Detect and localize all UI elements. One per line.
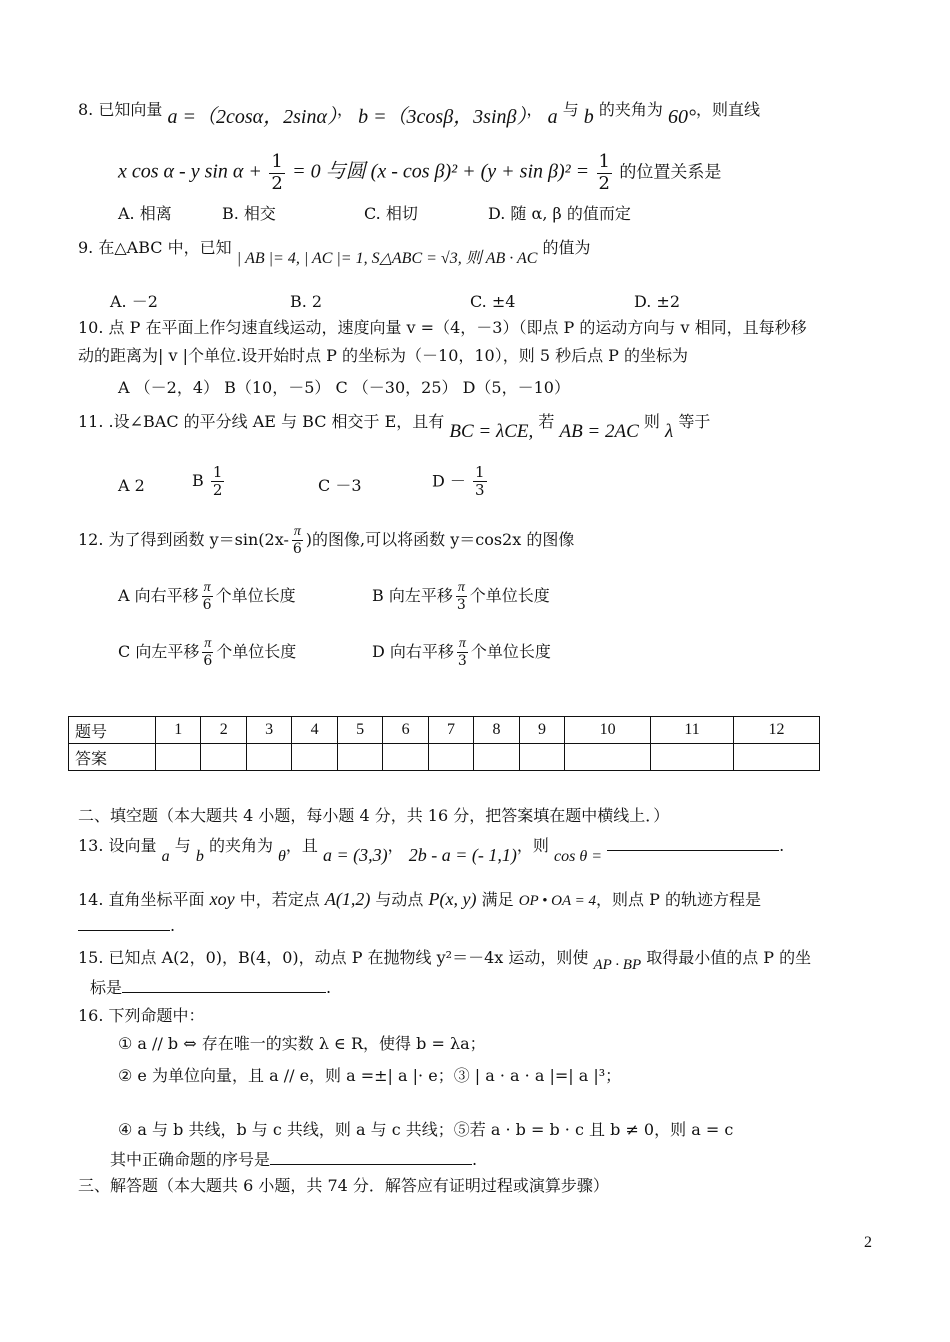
q15-period: . [326,978,332,997]
q14-period: . [170,916,176,935]
q16-period: . [472,1150,478,1169]
answer-cell-6[interactable] [383,744,428,771]
q8-angle: 60° [668,106,696,128]
section3-title: 三、解答题（本大题共 6 小题，共 74 分．解答应有证明过程或演算步骤） [78,1176,609,1195]
q8-option-a: A. 相离 [118,204,172,223]
answer-table-number-10: 10 [565,717,651,744]
q15-line2-prefix: 标是 [90,978,123,997]
q12-stem [78,524,574,557]
q10-line1: 10. 点 P 在平面上作匀速直线运动，速度向量 v =（4，－3）（即点 P 的运动方向与 v 相同，且每秒移 [78,318,807,337]
answer-cell-1[interactable] [156,744,201,771]
q12-pi-over-6 [291,524,304,557]
answer-cell-4[interactable] [292,744,337,771]
answer-table-number-6: 6 [383,717,428,744]
answer-table-number-4: 4 [292,717,337,744]
q8-circle-equation: = 0 与圆 (x - cos β)² + (y + sin β)² = [292,160,590,183]
q9-prefix: 9. 在△ABC 中，已知 [78,238,232,257]
q12-a-den: 6 [202,597,212,614]
q12-six: 6 [292,541,302,558]
q13-answer-blank[interactable] [607,836,779,851]
q14-stem [78,888,761,912]
q8-fraction-half-2 [597,152,612,194]
q12-option-a [118,580,296,613]
q9-option-d: D. ±2 [634,292,681,311]
q9-condition: | AB |= 4, | AC |= 1, S△ABC = √3, 则 AB · AC [236,250,538,267]
q12-d-unit: 个单位长度 [470,642,551,662]
q16-question-text: 其中正确命题的序号是 [110,1150,271,1169]
q11-lambda: λ [664,421,674,442]
q12-a-pi: π [202,580,213,597]
q8-line-equation: x cos α - y sin α + [118,160,262,183]
q8-line1 [78,96,761,128]
answer-table-answer-label: 答案 [69,744,156,771]
q12-pi: π [292,524,303,541]
q16-question [110,1150,477,1171]
answer-cell-2[interactable] [201,744,246,771]
q14-point-a: A(1,2) [324,889,371,909]
q8-and: 与 [562,100,579,119]
q8-position-question: 的位置关系是 [619,162,722,183]
q16-item-4-5: ④ a 与 b 共线，b 与 c 共线，则 a 与 c 共线；⑤若 a · b = b · c 且 b ≠ 0，则 a = c [118,1120,734,1139]
q12-b-label: B 向左平移 [372,586,453,606]
q13-comma: ， [387,836,404,855]
answer-cell-12[interactable] [734,744,820,771]
q8-b: b [583,106,594,128]
answer-table-answer-row [69,744,820,771]
answer-table-number-5: 5 [337,717,382,744]
q13-theta: θ [278,848,286,865]
q8-fraction-half [269,152,284,194]
q13-prefix: 13. 设向量 [78,836,157,855]
q11-prefix: 11. .设∠BAC 的平分线 AE 与 BC 相交于 E，且有 [78,412,445,431]
answer-table [68,716,820,771]
q12-suffix: )的图像,可以将函数 y＝cos2x 的图像 [305,530,575,550]
q11-condition-2: AB = 2AC [559,421,639,442]
q12-d-label: D 向右平移 [372,642,454,662]
q12-b-den: 3 [456,597,466,614]
q8-line2 [118,152,721,194]
q8-sep2: ， [526,100,543,119]
q12-a-unit: 个单位长度 [215,586,296,606]
answer-table-header-row [69,717,820,744]
q14-line2 [78,916,175,937]
q12-b-unit: 个单位长度 [469,586,550,606]
answer-cell-9[interactable] [519,744,564,771]
q8-frac-den: 2 [271,172,283,194]
answer-table-number-2: 2 [201,717,246,744]
q12-c-pi: π [202,636,213,653]
q11-option-a: A 2 [118,476,145,495]
q14-mid1: 中，若定点 [239,890,320,909]
q9-option-c: C. ±4 [470,292,516,311]
q14-condition: OP • OA = 4 [518,893,597,909]
answer-cell-10[interactable] [565,744,651,771]
q14-mid2: 与动点 [375,890,424,909]
q12-c-label: C 向左平移 [118,642,200,662]
q8-frac-num: 1 [271,151,283,172]
q11-option-d [432,464,489,500]
q13-a: a [161,848,170,865]
q15-tail: 取得最小值的点 P 的坐 [646,948,812,967]
q9-option-a: A. －2 [110,292,158,311]
answer-table-number-12: 12 [734,717,820,744]
q12-b-fraction [455,580,468,613]
q12-a-label: A 向右平移 [118,586,199,606]
answer-table-number-9: 9 [519,717,564,744]
answer-cell-11[interactable] [651,744,734,771]
q11-b-num: 1 [212,463,223,481]
answer-cell-7[interactable] [428,744,473,771]
q16-answer-blank[interactable] [270,1150,472,1165]
q12-d-fraction [456,636,469,669]
q8-sep: ， [336,100,353,119]
q12-c-fraction [201,636,214,669]
q14-prefix: 14. 直角坐标平面 [78,890,205,909]
q11-option-c: C －3 [318,476,362,495]
q11-option-b-label: B [192,471,204,491]
q11-b-den: 2 [212,481,223,500]
answer-table-number-11: 11 [651,717,734,744]
q13-angle-text: 的夹角为 [208,836,273,855]
answer-table-number-8: 8 [474,717,519,744]
q12-b-pi: π [456,580,467,597]
q12-prefix: 12. 为了得到函数 y＝sin(2x- [78,530,289,550]
q12-option-b [372,580,550,613]
q15-line1 [78,948,812,973]
q11-option-d-fraction [473,464,487,500]
answer-table-number-1: 1 [156,717,201,744]
q11-stem [78,410,711,442]
q8-option-b: B. 相交 [222,204,276,223]
q16-item-1: ① a // b ⇔ 存在唯一的实数 λ ∈ R，使得 b = λa； [118,1034,486,1053]
q15-condition: AP · BP [593,957,642,973]
q15-prefix: 15. 已知点 A(2，0)，B(4，0)，动点 P 在抛物线 y²＝－4x 运动，则使 [78,948,589,967]
q12-d-pi: π [457,636,468,653]
section2-title: 二、填空题（本大题共 4 小题，每小题 4 分，共 16 分，把答案填在题中横线上．） [78,806,670,825]
q12-option-d [372,636,551,669]
q11-option-b-fraction [211,464,225,500]
q11-if: 若 [538,412,555,431]
answer-table-number-7: 7 [428,717,473,744]
q13-condition-2: 2b - a = (- 1,1) [408,845,517,865]
q15-answer-blank[interactable] [122,978,326,993]
q8-tail: ，则直线 [696,100,761,119]
q11-d-num: 1 [475,463,485,481]
q15-line2 [90,978,331,999]
q8-frac2-den: 2 [598,172,610,194]
q8-option-c: C. 相切 [364,204,418,223]
q9-tail: 的值为 [542,238,591,257]
q13-stem: 13. 设向量 a 与 b 的夹角为 θ，且 a = (3,3)， 2b - a = (- 1,1)，则 cos θ = . [78,836,785,865]
q8-frac2-num: 1 [598,151,610,172]
q13-and: 与 [174,836,191,855]
q11-option-d-label: D － [432,471,466,491]
q16-title: 16. 下列命题中： [78,1006,205,1025]
q14-tail: ，则点 P 的轨迹方程是 [596,890,761,909]
q12-a-fraction [201,580,214,613]
q9-stem [78,238,591,267]
q13-cos-theta: cos θ = [554,848,602,865]
q13-then: ，则 [516,836,549,855]
q12-d-den: 3 [457,653,467,670]
q13-condition-1: a = (3,3) [323,845,388,865]
q9-option-b: B. 2 [290,292,323,311]
q12-option-c [118,636,296,669]
q12-c-den: 6 [203,653,213,670]
q14-mid3: 满足 [481,890,514,909]
q10-line2: 动的距离为| v |个单位.设开始时点 P 的坐标为（－10，10），则 5 秒后点 P 的坐标为 [78,346,689,365]
q8-prefix: 8. 已知向量 [78,100,163,119]
q14-xoy: xoy [209,889,235,909]
q11-condition-1: BC = λCE, [449,421,534,442]
q12-c-unit: 个单位长度 [216,642,297,662]
page-number: 2 [864,1234,872,1251]
q14-answer-blank[interactable] [78,916,170,931]
answer-cell-3[interactable] [246,744,291,771]
answer-cell-8[interactable] [474,744,519,771]
q8-a: a [547,106,558,128]
q11-option-b [192,464,226,500]
answer-cell-5[interactable] [337,744,382,771]
q11-then: 则 [643,412,660,431]
q10-options: A （－2，4） B（10，－5） C （－30，25） D（5，－10） [118,378,570,397]
q14-point-p: P(x, y) [428,889,477,909]
answer-table-number-3: 3 [246,717,291,744]
q11-d-den: 3 [475,481,485,500]
q16-item-2-3: ② e 为单位向量，且 a // e，则 a =±| a |· e；③ | a · a · a |=| a |³； [118,1066,622,1085]
q8-vector-a: a =（2cosα，2sinα） [167,106,337,128]
q11-tail: 等于 [678,412,711,431]
answer-table-number-label: 题号 [69,717,156,744]
q13-mid: ，且 [285,836,318,855]
q13-b: b [195,848,204,865]
q8-vector-b: b =（3cosβ，3sinβ） [358,106,527,128]
q8-option-d: D. 随 α, β 的值而定 [488,204,631,223]
q8-angle-text: 的夹角为 [598,100,663,119]
